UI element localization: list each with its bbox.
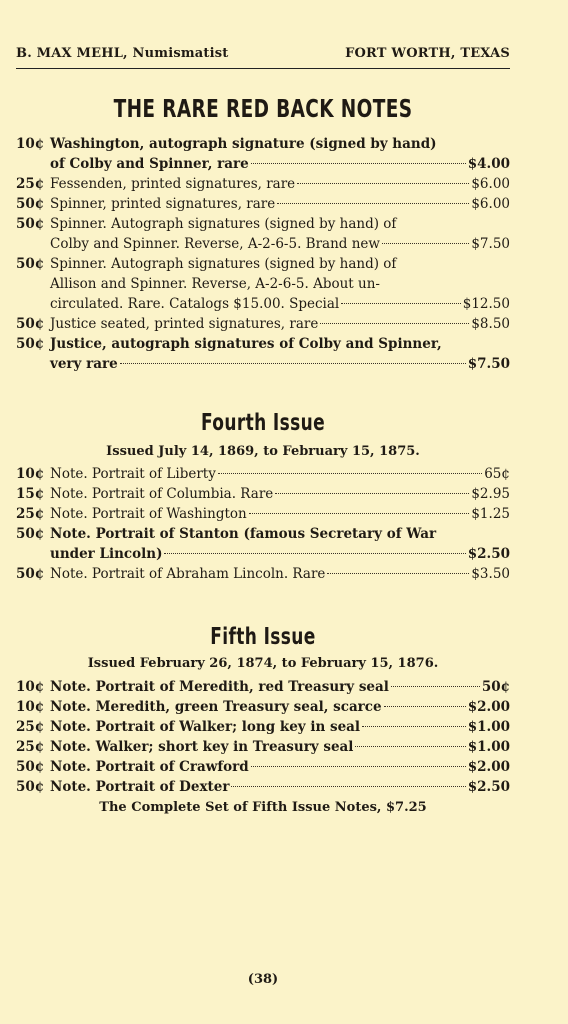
item-price: $2.00 <box>467 699 510 715</box>
item-price: $8.50 <box>471 316 510 332</box>
item-price: $2.50 <box>467 779 510 795</box>
price-list-item <box>16 314 510 334</box>
item-description: Note. Portrait of Washington <box>50 506 247 522</box>
item-description: Note. Portrait of Dexter <box>50 779 230 795</box>
item-description: Note. Meredith, green Treasury seal, scarce <box>50 699 382 715</box>
header-location: FORT WORTH, TEXAS <box>345 46 510 61</box>
item-price: $2.00 <box>467 759 510 775</box>
dot-leader <box>218 473 482 474</box>
price-list-item <box>16 677 510 697</box>
dot-leader <box>320 323 469 324</box>
item-price: $7.50 <box>467 356 510 372</box>
item-description: Fessenden, printed signatures, rare <box>50 176 296 192</box>
dot-leader <box>382 243 469 244</box>
dot-leader <box>277 203 469 204</box>
denomination: 15¢ <box>16 486 45 502</box>
denomination: 50¢ <box>16 256 45 272</box>
item-price: $1.00 <box>467 739 510 755</box>
denomination: 10¢ <box>16 679 45 695</box>
red-back-list <box>16 134 510 374</box>
price-list-item <box>16 737 510 757</box>
denomination: 50¢ <box>16 216 45 232</box>
price-list-item <box>16 254 510 314</box>
item-price: $4.00 <box>467 156 510 172</box>
dot-leader <box>391 686 480 687</box>
item-description: Washington, autograph signature (signed by hand) <box>50 136 437 152</box>
dot-leader <box>164 553 465 554</box>
dot-leader <box>327 573 469 574</box>
price-list-item <box>16 484 510 504</box>
denomination: 25¢ <box>16 719 45 735</box>
section-title-fifth-issue: Fifth Issue <box>210 624 316 650</box>
item-price: $3.50 <box>471 566 510 582</box>
denomination: 25¢ <box>16 176 45 192</box>
denomination: 50¢ <box>16 316 45 332</box>
dot-leader <box>384 706 466 707</box>
item-description: Justice, autograph signatures of Colby and Spinner, <box>50 336 442 352</box>
item-description: Note. Portrait of Columbia. Rare <box>50 486 274 502</box>
denomination: 25¢ <box>16 739 45 755</box>
item-description: circulated. Rare. Catalogs $15.00. Special <box>50 296 340 312</box>
dot-leader <box>275 493 469 494</box>
fifth-issue-dates: Issued February 26, 1874, to February 15, 1876. <box>87 656 439 671</box>
dot-leader <box>120 363 466 364</box>
dot-leader <box>249 513 470 514</box>
denomination: 50¢ <box>16 779 45 795</box>
denomination: 50¢ <box>16 566 45 582</box>
dot-leader <box>355 746 465 747</box>
fourth-issue-list <box>16 464 510 584</box>
price-list-item <box>16 134 510 174</box>
item-description: Note. Portrait of Meredith, red Treasury seal <box>50 679 389 695</box>
denomination: 10¢ <box>16 466 45 482</box>
price-list-item <box>16 564 510 584</box>
dot-leader <box>297 183 469 184</box>
fourth-issue-dates: Issued July 14, 1869, to February 15, 1875. <box>106 444 420 459</box>
item-description: Colby and Spinner. Reverse, A-2-6-5. Brand new <box>50 236 380 252</box>
price-list-item <box>16 334 510 374</box>
price-list-item <box>16 504 510 524</box>
item-description: Spinner. Autograph signatures (signed by hand) of <box>50 216 397 232</box>
item-description: Note. Portrait of Walker; long key in seal <box>50 719 361 735</box>
denomination: 10¢ <box>16 699 45 715</box>
item-price: $7.50 <box>471 236 510 252</box>
denomination: 10¢ <box>16 136 45 152</box>
page-header <box>16 46 510 61</box>
dot-leader <box>231 786 465 787</box>
dot-leader <box>341 303 461 304</box>
item-description: Note. Walker; short key in Treasury seal <box>50 739 354 755</box>
price-list-item <box>16 464 510 484</box>
dot-leader <box>362 726 466 727</box>
denomination: 50¢ <box>16 196 45 212</box>
item-price: 50¢ <box>481 679 510 695</box>
price-list-item <box>16 174 510 194</box>
dot-leader <box>251 163 466 164</box>
section-title-fourth-issue: Fourth Issue <box>200 410 326 436</box>
item-description: Note. Portrait of Crawford <box>50 759 249 775</box>
item-description: Note. Portrait of Abraham Lincoln. Rare <box>50 566 326 582</box>
price-list-item <box>16 697 510 717</box>
section-title-red-back: THE RARE RED BACK NOTES <box>113 94 413 123</box>
denomination: 50¢ <box>16 526 45 542</box>
item-price: $1.00 <box>467 719 510 735</box>
complete-set-note: The Complete Set of Fifth Issue Notes, $7.25 <box>99 800 427 815</box>
header-dealer-name: B. MAX MEHL, Numismatist <box>16 46 229 61</box>
item-description: Spinner, printed signatures, rare <box>50 196 276 212</box>
dot-leader <box>251 766 466 767</box>
page-number: (38) <box>247 972 279 987</box>
price-list-item <box>16 214 510 254</box>
item-description: Note. Portrait of Stanton (famous Secretary of War <box>50 526 437 542</box>
item-price: $6.00 <box>471 176 510 192</box>
item-price: $6.00 <box>471 196 510 212</box>
item-price: $2.50 <box>467 546 510 562</box>
item-description: under Lincoln) <box>50 546 163 562</box>
price-list-item <box>16 524 510 564</box>
item-price: $2.95 <box>471 486 510 502</box>
item-price: $1.25 <box>471 506 510 522</box>
denomination: 25¢ <box>16 506 45 522</box>
item-description: Allison and Spinner. Reverse, A-2-6-5. About un- <box>50 276 380 292</box>
price-list-item <box>16 757 510 777</box>
denomination: 50¢ <box>16 759 45 775</box>
header-rule <box>16 68 510 69</box>
item-price: 65¢ <box>484 466 510 482</box>
price-list-item <box>16 717 510 737</box>
item-description: very rare <box>50 356 118 372</box>
price-list-item <box>16 194 510 214</box>
denomination: 50¢ <box>16 336 45 352</box>
item-description: Spinner. Autograph signatures (signed by hand) of <box>50 256 397 272</box>
item-description: of Colby and Spinner, rare <box>50 156 249 172</box>
item-description: Note. Portrait of Liberty <box>50 466 216 482</box>
fifth-issue-list <box>16 677 510 797</box>
item-price: $12.50 <box>462 296 510 312</box>
price-list-item <box>16 777 510 797</box>
item-description: Justice seated, printed signatures, rare <box>50 316 319 332</box>
